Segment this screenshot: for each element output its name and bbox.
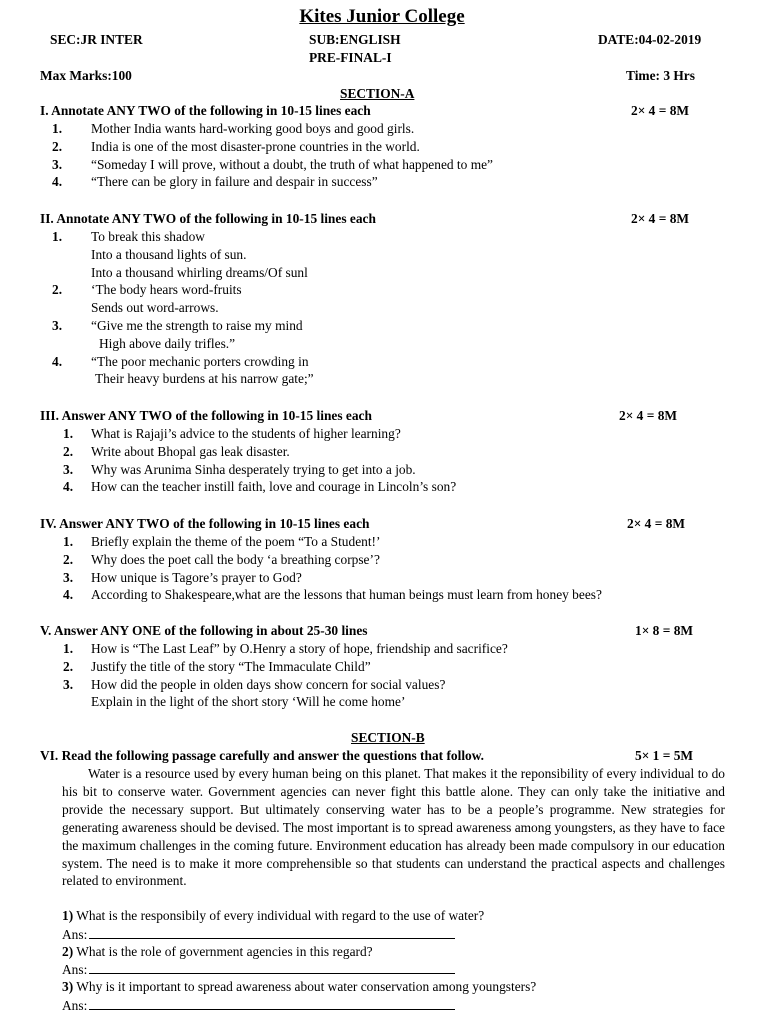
college-title: Kites Junior College bbox=[299, 6, 465, 27]
max-marks: Max Marks:100 bbox=[40, 68, 132, 83]
list-item: 3. “Give me the strength to raise my mind bbox=[52, 317, 303, 333]
question-1-marks: 2× 4 = 8M bbox=[631, 103, 690, 118]
exam-date: DATE:04-02-2019 bbox=[598, 32, 702, 47]
answer-line-2[interactable]: Ans: bbox=[62, 960, 455, 979]
answer-line-1[interactable]: Ans: bbox=[62, 925, 455, 944]
question-5 bbox=[0, 622, 770, 711]
list-item-continuation: Their heavy burdens at his narrow gate;” bbox=[95, 371, 314, 387]
question-3-heading: III. Answer ANY TWO of the following in 10-15 lines each bbox=[40, 408, 372, 423]
question-6-heading: VI. Read the following passage carefully and answer the questions that follow. bbox=[40, 748, 485, 763]
comprehension-passage bbox=[62, 765, 725, 890]
list-item: 3. How did the people in olden days show concern for social values? bbox=[63, 676, 446, 692]
list-item: 4. “The poor mechanic porters crowding in bbox=[52, 353, 309, 369]
passage-text: Water is a resource used by every human being on this planet. That makes it the reponsibility of every individual to do his bit to conserve water. Government agencies can never fight this battle alone. They can only take the initiative and provide the necessary support. But ultimately conserving water has to be a people’s programme. New strategies for generating awareness should be devised. The most important is to spread awareness among youngsters, as they have to face the maximum challenges in the coming future. Environment education has already been made compulsory in our education system. The need is to make it more comprehensible so that students can understand the practical aspects and challenges related to environment. bbox=[62, 766, 725, 889]
list-item: 4. According to Shakespeare,what are the lessons that human beings must learn from honey bees? bbox=[63, 587, 602, 603]
comprehension-question-3: 3) Why is it important to spread awareness about water conservation among youngsters? bbox=[62, 979, 537, 994]
question-2 bbox=[0, 210, 770, 388]
list-item: 3. How unique is Tagore’s prayer to God? bbox=[63, 569, 302, 585]
question-3-marks: 2× 4 = 8M bbox=[619, 408, 678, 423]
list-item: 4. How can the teacher instill faith, love and courage in Lincoln’s son? bbox=[63, 479, 457, 495]
question-4-marks: 2× 4 = 8M bbox=[627, 516, 686, 531]
question-4 bbox=[0, 515, 770, 604]
list-item: 2. Write about Bhopal gas leak disaster. bbox=[63, 443, 290, 459]
list-item: 3. Why was Arunima Sinha desperately trying to get into a job. bbox=[63, 461, 416, 477]
question-6-marks: 5× 1 = 5M bbox=[635, 748, 694, 763]
question-1-heading: I. Annotate ANY TWO of the following in 10-15 lines each bbox=[40, 103, 371, 118]
list-item-continuation: Explain in the light of the short story ‘Will he come home’ bbox=[91, 694, 406, 710]
list-item: 1. Mother India wants hard-working good boys and good girls. bbox=[52, 121, 415, 136]
question-4-heading: IV. Answer ANY TWO of the following in 10-15 lines each bbox=[40, 516, 370, 531]
list-item: 1. To break this shadow bbox=[52, 229, 205, 244]
list-item-continuation: High above daily trifles.” bbox=[99, 335, 236, 351]
question-3 bbox=[0, 407, 770, 496]
list-item: 2. Justify the title of the story “The Immaculate Child” bbox=[63, 658, 371, 674]
section-a-heading: SECTION-A bbox=[340, 86, 415, 101]
list-item: 1. Briefly explain the theme of the poem “To a Student!’ bbox=[63, 534, 381, 549]
list-item: 3. “Someday I will prove, without a doubt, the truth of what happened to me” bbox=[52, 156, 493, 172]
section-b-heading: SECTION-B bbox=[351, 730, 425, 745]
exam-time: Time: 3 Hrs bbox=[626, 68, 695, 83]
subject-label: SUB:ENGLISH bbox=[309, 32, 401, 47]
list-item: 1. What is Rajaji’s advice to the students of higher learning? bbox=[63, 426, 401, 441]
list-item-continuation: Into a thousand whirling dreams/Of sunl bbox=[91, 264, 308, 280]
exam-name: PRE-FINAL-I bbox=[309, 50, 392, 65]
list-item: 1. How is “The Last Leaf” by O.Henry a story of hope, friendship and sacrifice? bbox=[63, 641, 508, 656]
section-label: SEC:JR INTER bbox=[50, 32, 143, 47]
list-item-continuation: Into a thousand lights of sun. bbox=[91, 246, 247, 262]
list-item: 2. ‘The body hears word-fruits bbox=[52, 282, 242, 298]
question-2-marks: 2× 4 = 8M bbox=[631, 211, 690, 226]
list-item-continuation: Sends out word-arrows. bbox=[91, 300, 219, 316]
answer-line-3[interactable]: Ans: bbox=[62, 996, 455, 1015]
comprehension-question-1: 1) What is the responsibily of every individual with regard to the use of water? bbox=[62, 908, 485, 923]
question-5-marks: 1× 8 = 8M bbox=[635, 623, 694, 638]
question-2-heading: II. Annotate ANY TWO of the following in 10-15 lines each bbox=[40, 211, 376, 226]
question-5-heading: V. Answer ANY ONE of the following in about 25-30 lines bbox=[40, 623, 368, 638]
list-item: 2. Why does the poet call the body ‘a breathing corpse’? bbox=[63, 551, 380, 567]
question-1 bbox=[0, 102, 770, 191]
list-item: 2. India is one of the most disaster-prone countries in the world. bbox=[52, 138, 420, 154]
list-item: 4. “There can be glory in failure and despair in success” bbox=[52, 174, 378, 190]
comprehension-question-2: 2) What is the role of government agencies in this regard? bbox=[62, 944, 373, 959]
